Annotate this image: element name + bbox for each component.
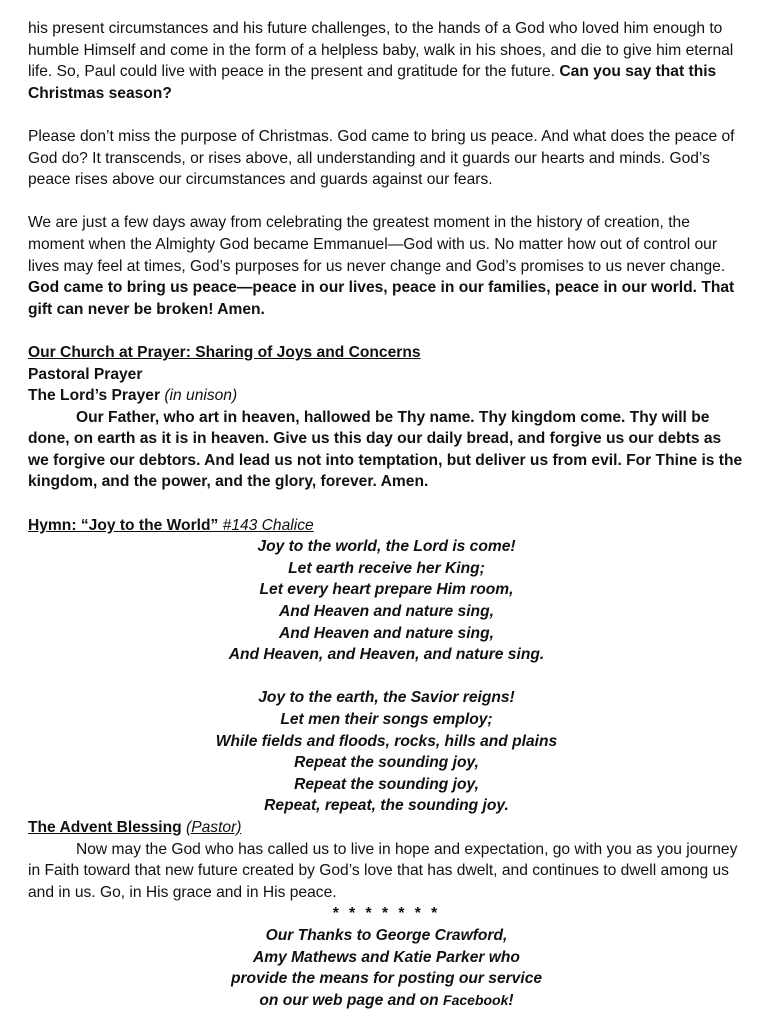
pastoral-prayer-heading: Pastoral Prayer	[28, 365, 143, 383]
separator-stars: * * * * * * *	[332, 905, 441, 923]
hymn-line: Repeat the sounding joy,	[294, 775, 479, 793]
thanks-last-suffix: !	[508, 991, 514, 1009]
hymn-line: Joy to the world, the Lord is come!	[257, 538, 516, 556]
intro-text: his present circumstances and his future challenges, to the hands of a God who loved him enough to humble Himself and come in the form of a helpless baby, walk in his shoes, and die to give him eternal life. So, Paul could live with peace in the present and gratitude for the future.	[28, 20, 734, 81]
blessing-text: Now may the God who has called us to live in hope and expectation, go with you as you journey in Faith toward that new future created by God’s love that has dwelt, and continues to dwell among us and in us. Go, in His grace and in His peace.	[28, 840, 738, 901]
facebook-name: Facebook	[443, 991, 509, 1008]
intro-paragraph	[28, 18, 745, 104]
hymn-line: And Heaven and nature sing,	[279, 603, 494, 621]
lords-prayer-title: The Lord’s Prayer	[28, 387, 165, 405]
prayer-heading: Our Church at Prayer: Sharing of Joys and Concerns	[28, 343, 421, 361]
hymn-line: Let every heart prepare Him room,	[259, 581, 514, 599]
hymn-line: And Heaven and nature sing,	[279, 624, 494, 642]
hymn-line: And Heaven, and Heaven, and nature sing.	[228, 646, 545, 664]
thanks-line: provide the means for posting our service	[230, 970, 543, 988]
hymn-line: Let earth receive her King;	[288, 559, 485, 577]
blessing-note: (Pastor)	[186, 818, 242, 836]
blessing-heading	[28, 817, 745, 839]
thanks-last-prefix: on our web page and on	[259, 991, 444, 1009]
hymn-verse-1	[28, 536, 745, 666]
thanks-block	[28, 925, 745, 1011]
hymn-line: While fields and floods, rocks, hills and plains	[215, 732, 558, 750]
thanks-line: Amy Mathews and Katie Parker who	[253, 948, 520, 966]
intro-bold-question: Can you say that this Christmas season?	[28, 63, 717, 102]
hymn-label: Hymn: “Joy to the World”	[28, 516, 223, 534]
hymn-verse-2	[28, 687, 745, 817]
hymn-reference: #143 Chalice	[222, 516, 314, 534]
days-text: We are just a few days away from celebrating the greatest moment in the history of creation, the moment when the Almighty God became Emmanuel—God with us. No matter how out of control our lives may feel at times, God’s purposes for us never change and God’s promises to us never change.	[28, 214, 726, 275]
thanks-line-last	[28, 990, 745, 1012]
hymn-line: Joy to the earth, the Savior reigns!	[258, 689, 515, 707]
lords-prayer-text: Our Father, who art in heaven, hallowed be Thy name. Thy kingdom come. Thy will be done, on earth as it is in heaven. Give us this day our daily bread, and forgive us our debts as we forgive our debtors. And lead us not into temptation, but deliver us from evil. For Thine is the kingdom, and the power, and the glory, forever. Amen.	[28, 408, 743, 491]
purpose-paragraph: Please don’t miss the purpose of Christmas. God came to bring us peace. And what does the peace of God do? It transcends, or rises above, all understanding and it guards our hearts and minds. God’s peace rises above our circumstances and guards against our fears.	[28, 127, 735, 189]
hymn-line: Repeat the sounding joy,	[294, 754, 479, 772]
hymn-line: Let men their songs employ;	[280, 711, 493, 728]
blessing-title: The Advent Blessing	[28, 818, 182, 836]
hymn-heading	[28, 515, 745, 537]
lords-prayer-note: (in unison)	[164, 387, 238, 405]
thanks-line: Our Thanks to George Crawford,	[265, 926, 508, 944]
lords-prayer-heading	[28, 385, 745, 407]
days-paragraph	[28, 212, 745, 320]
hymn-line: Repeat, repeat, the sounding joy.	[264, 797, 509, 815]
days-bold-text: God came to bring us peace—peace in our lives, peace in our families, peace in our world. That gift can never be broken! Amen.	[28, 279, 735, 318]
